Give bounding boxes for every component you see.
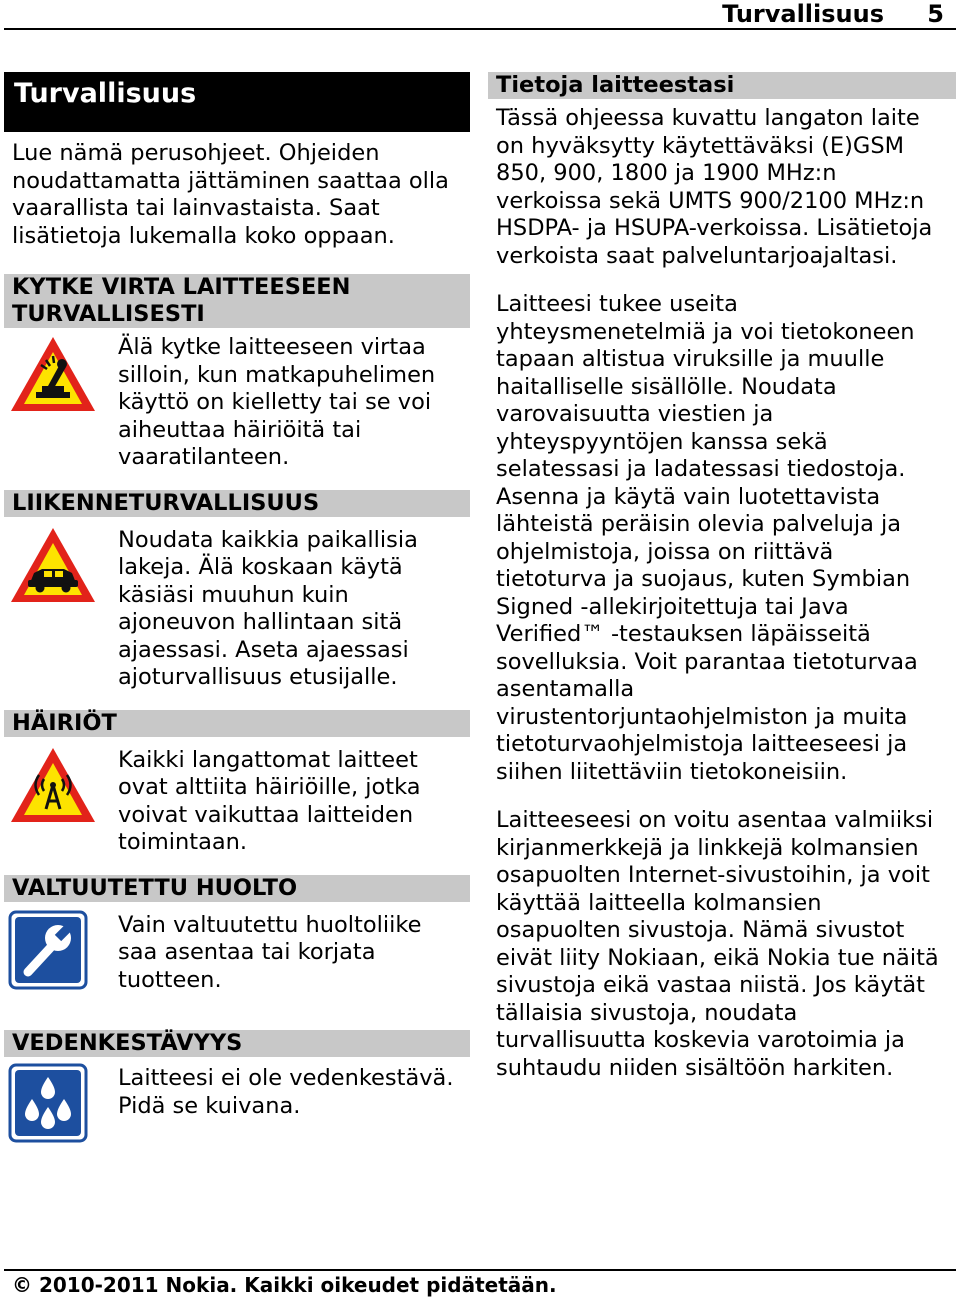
section-text-water-resistance: Laitteesi ei ole vedenkestävä. Pidä se kuivana. [118,1065,454,1119]
wrench-icon [4,910,118,990]
section-switch-on-safely [4,334,470,472]
copyright-notice: © 2010-2011 Nokia. Kaikki oikeudet pidätetään. [12,1273,557,1297]
intro-text: Lue nämä perusohjeet. Ohjeiden noudattamatta jättäminen saattaa olla vaarallista tai lainvastaista. Saat lisätietoja lukemalla koko oppaan. [12,140,449,249]
page-title: Turvallisuus [4,72,470,132]
section-text-switch-on-safely: Älä kytke laitteeseen virtaa silloin, kun matkapuhelimen käyttö on kielletty tai se voi aiheuttaa häiriöitä tai vaaratilanteen. [118,334,436,470]
section-qualified-service [4,910,470,995]
phone-off-warning-icon [4,334,118,414]
interference-warning-icon [4,745,118,825]
left-column [4,72,470,1143]
car-warning-icon [4,525,118,605]
section-water-resistance [4,1063,470,1143]
page-header [0,0,960,30]
about-device-paragraph-networks: Tässä ohjeessa kuvattu langaton laite on hyväksytty käytettäväksi (E)GSM 850, 900, 1800 ja 1900 MHz:n verkoissa sekä UMTS 900/2100 MHz:n HSDPA- ja HSUPA-verkoissa. Lisätietoja verkoista saat palveluntarjoajaltasi. [496,105,933,269]
section-heading-water-resistance: VEDENKESTÄVYYS [4,1030,470,1057]
section-interference [4,745,470,857]
section-heading-switch-on-safely: KYTKE VIRTA LAITTEESEEN TURVALLISESTI [4,274,470,328]
about-device-paragraph-bookmarks: Laitteeseesi on voitu asentaa valmiiksi kirjanmerkkejä ja linkkejä kolmansien osapuolten Internet-sivustoihin, ja voit käyttää laitteella kolmansien osapuolten sivustoja. Nämä sivustot eivät liity Nokiaan, eikä Nokia tue näitä sivustoja eikä vastaa niistä. Jos käytät tällaisia sivustoja, noudata turvallisuutta koskevia varotoimia ja suhtaudu niiden sisältöön harkiten. [496,807,939,1081]
section-heading-qualified-service: VALTUUTETTU HUOLTO [4,875,470,902]
running-title: Turvallisuus [722,0,884,28]
about-device-paragraph-security: Laitteesi tukee useita yhteysmenetelmiä ja voi tietokoneen tapaan altistua viruksille ja muulle haitalliselle sisällölle. Noudata varovaisuutta viestien ja yhteyspyyntöjen kanssa sekä selatessasi ja ladatessasi tiedostoja. Asenna ja käytä vain luotettavista lähteistä peräisin olevia palveluja ja ohjelmistoja, joissa on riittävä tietoturva ja suojaus, kuten Symbian Signed -allekirjoitettuja tai Java Verified™ -testauksen läpäisseitä sovelluksia. Voit parantaa tietoturvaa asentamalla virustentorjuntaohjelmiston ja muita tietoturvaohjelmistoja laitteeseesi ja siihen liitettäviin tietokoneisiin. [496,291,918,785]
header-rule [4,28,956,30]
section-road-safety [4,525,470,692]
section-text-interference: Kaikki langattomat laitteet ovat alttiita häiriöille, jotka voivat vaikuttaa laitteiden toimintaan. [118,746,421,855]
section-heading-interference: HÄIRIÖT [4,710,470,737]
page-number: 5 [927,0,944,28]
page-footer [0,1266,960,1300]
water-drops-icon [4,1063,118,1143]
right-column [488,72,956,1082]
section-text-qualified-service: Vain valtuutettu huoltoliike saa asentaa tai korjata tuotteen. [118,911,422,993]
about-device-heading: Tietoja laitteestasi [488,72,956,99]
section-heading-road-safety: LIIKENNETURVALLISUUS [4,490,470,517]
section-text-road-safety: Noudata kaikkia paikallisia lakeja. Älä koskaan käytä käsiäsi muuhun kuin ajoneuvon hallintaan sitä ajaessasi. Aseta ajaessasi ajoturvallisuus etusijalle. [118,526,418,690]
footer-rule [4,1269,956,1271]
